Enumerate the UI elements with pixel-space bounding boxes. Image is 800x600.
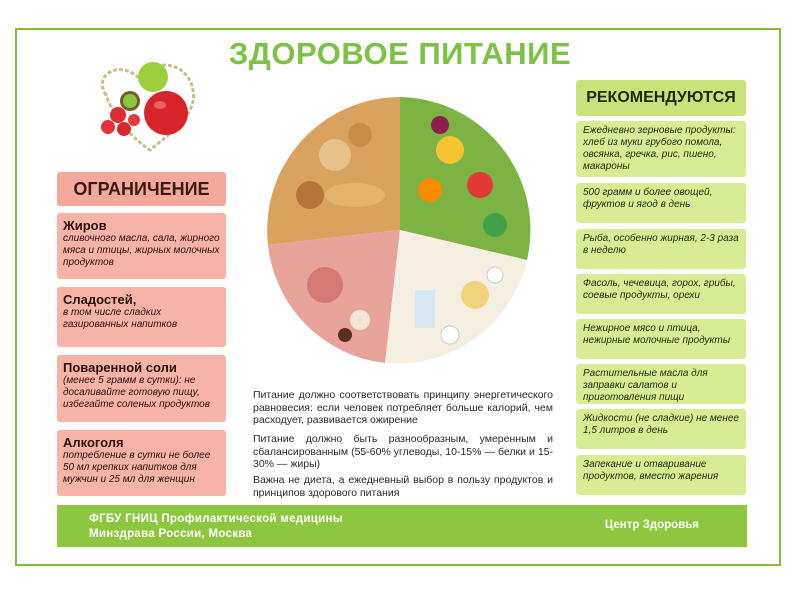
recommend-item: 500 грамм и более овощей, фруктов и ягод в день [576,183,746,223]
center-paragraph-3: Важна не диета, а ежедневный выбор в пользу продуктов и принципов здорового питания [253,474,553,499]
footer-organization [89,512,343,542]
limit-item-heading: Сладостей, [63,292,137,307]
recommend-item: Запекание и отваривание продуктов, вместо жарения [576,455,746,495]
recommend-item: Жидкости (не сладкие) не менее 1,5 литров в день [576,409,746,449]
recommend-item: Нежирное мясо и птица, нежирные молочные продукты [576,319,746,359]
page-title: ЗДОРОВОЕ ПИТАНИЕ [228,36,572,71]
limit-header: ОГРАНИЧЕНИЕ [57,172,226,206]
recommend-header: РЕКОМЕНДУЮТСЯ [576,80,746,116]
limit-item-text: потребление в сутки не более 50 мл крепких напитков для мужчин и 25 мл для женщин [63,450,211,485]
limit-item-fats [57,213,226,279]
footer-org-line2: Минздрава России, Москва [89,528,253,540]
food-pyramid-plate [265,95,535,365]
footer-bar [57,505,747,547]
limit-item-alcohol [57,430,226,496]
limit-item-text: (менее 5 грамм в сутки): не досаливайте готовую пищу, избегайте соленых продуктов [63,375,210,410]
limit-item-heading: Алкоголя [63,435,124,450]
recommend-item: Рыба, особенно жирная, 2-3 раза в неделю [576,229,746,269]
footer-center-name: Центр Здоровья [604,519,699,531]
recommend-item: Фасоль, чечевица, горох, грибы, соевые продукты, орехи [576,274,746,314]
limit-item-text: в том числе сладких газированных напитков [63,307,178,330]
center-paragraph-2: Питание должно быть разнообразным, умеренным и сбалансированным (55-60% углеводы, 10-15% — белки и 15-30% — жиры) [253,433,553,470]
recommend-item: Растительные масла для заправки салатов и приготовления пищи [576,364,746,404]
limit-item-salt [57,355,226,422]
center-paragraph-1: Питание должно соответствовать принципу энергетического равновесия: если человек потребляет больше калорий, чем расходует, развивается ожирение [253,389,553,426]
limit-item-text: сливочного масла, сала, жирного мяса и птицы, жирных молочных продуктов [63,233,220,268]
recommend-item: Ежедневно зерновые продукты: хлеб из муки грубого помола, овсянка, гречка, рис, пшено, макароны [576,121,746,177]
fruit-heart-illustration [88,55,218,155]
limit-item-heading: Жиров [63,218,107,233]
footer-org-line1: ФГБУ ГНИЦ Профилактической медицины [89,513,343,525]
limit-item-heading: Поваренной соли [63,360,177,375]
limit-item-sweets [57,287,226,347]
